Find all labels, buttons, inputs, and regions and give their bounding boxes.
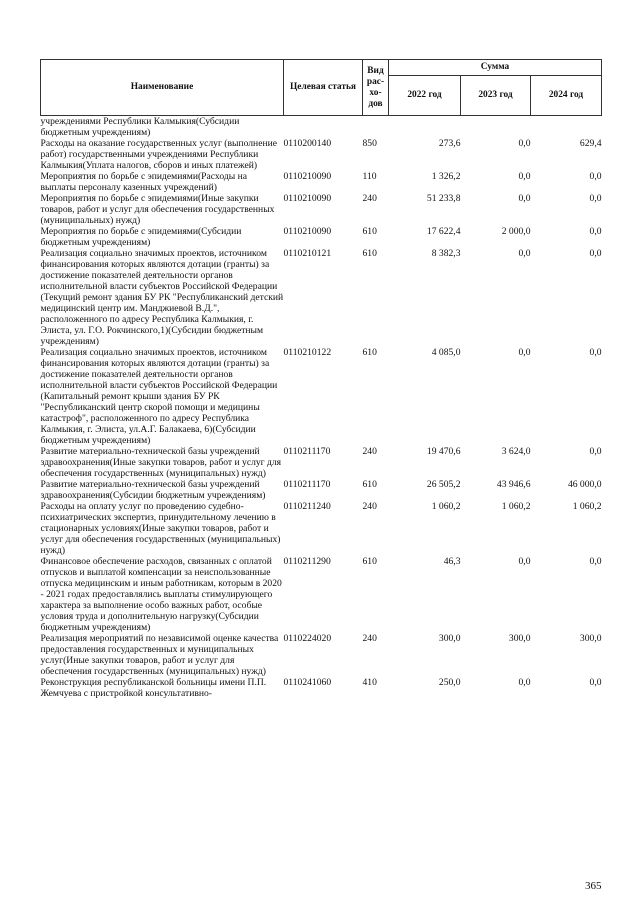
row-amount-2023: 0,0 [518, 677, 531, 688]
row-name: Развитие материально-технической базы учреждений здравоохранения(Иные закупки товаров, работ и услуг для обеспечения государственных (муниципальных) нужд) [40, 446, 282, 479]
row-amount-2022: 26 505,2 [426, 479, 461, 490]
row-amount-2024: 0,0 [589, 171, 602, 182]
row-amount-2023: 300,0 [508, 633, 531, 644]
row-expense-type [363, 116, 389, 139]
table-row [41, 193, 602, 226]
row-amount-2022: 1 060,2 [431, 501, 461, 512]
budget-table [40, 59, 602, 699]
row-expense-type: 240 [362, 633, 377, 644]
row-amount-2022: 8 382,3 [431, 248, 461, 259]
row-expense-type: 240 [362, 501, 377, 512]
row-amount-2022: 300,0 [438, 633, 461, 644]
row-amount-2024: 300,0 [579, 633, 602, 644]
page-number: 365 [585, 880, 602, 892]
row-amount-2022: 250,0 [438, 677, 461, 688]
table-row [41, 479, 602, 501]
table-row [41, 446, 602, 479]
row-amount-2023: 3 624,0 [501, 446, 531, 457]
table-row [41, 633, 602, 677]
row-expense-type: 610 [362, 248, 377, 259]
row-expense-type: 610 [362, 347, 377, 358]
row-name: Расходы на оплату услуг по проведению судебно-психиатрических экспертиз, принудительному лечению в стационарных условиях(Иные закупки товаров, работ и услуг для обеспечения государственных (муниципальных) нужд) [40, 501, 281, 556]
row-expense-type: 110 [362, 171, 377, 182]
row-amount-2023: 0,0 [518, 193, 531, 204]
row-amount-2023 [461, 116, 531, 139]
header-target-article: Целевая статья [284, 60, 363, 116]
row-amount-2023: 2 000,0 [501, 226, 531, 237]
table-row [41, 248, 602, 347]
row-expense-type: 610 [362, 479, 377, 490]
row-name: Реализация социально значимых проектов, источником финансирования которых являются дотации (гранты) за достижение показателей деятельности органов исполнительной власти субъектов Российской Федерации (Капитальный ремонт крыши здания БУ РК "Республиканский центр скорой помощи и медицины катастроф", расположенного по адресу Республика Калмыкия, г. Элиста, ул.А.Г. Балакаева, 6)(Субсидии бюджетным учреждениям) [40, 347, 278, 446]
row-target-article: 0110210090 [283, 171, 332, 182]
row-expense-type: 410 [362, 677, 377, 688]
row-amount-2022: 273,6 [438, 138, 461, 149]
row-expense-type: 240 [362, 193, 377, 204]
row-target-article: 0110210121 [283, 248, 332, 259]
table-row [41, 226, 602, 248]
row-target-article: 0110224020 [283, 633, 332, 644]
row-target-article: 0110200140 [283, 138, 332, 149]
row-name: Мероприятия по борьбе с эпидемиями(Иные закупки товаров, работ и услуг для обеспечения государственных (муниципальных) нужд) [40, 193, 275, 226]
row-expense-type: 610 [362, 556, 377, 567]
table-header [41, 60, 602, 116]
row-expense-type: 610 [362, 226, 377, 237]
row-amount-2022: 46,3 [443, 556, 461, 567]
row-name: Финансовое обеспечение расходов, связанных с оплатой отпусков и выплатой компенсации за неиспользованные отпуска медицинским и иным работникам, которым в 2020 - 2021 годах предоставлялись выплаты стимулирующего характера за выполнение особо важных работ, особые условия труда и дополнительную нагрузку(Субсидии бюджетным учреждениям) [40, 556, 282, 633]
row-name: Реконструкция республиканской больницы имени П.П. Жемчуева с пристройкой консультативно- [40, 677, 267, 699]
header-year-2023: 2023 год [461, 76, 531, 116]
row-name: Мероприятия по борьбе с эпидемиями(Субсидии бюджетным учреждениям) [40, 226, 242, 248]
row-amount-2024: 46 000,0 [567, 479, 602, 490]
row-amount-2024: 0,0 [589, 248, 602, 259]
row-target-article: 0110241060 [283, 677, 332, 688]
row-amount-2023: 0,0 [518, 347, 531, 358]
header-name: Наименование [41, 60, 284, 116]
row-name: Реализация социально значимых проектов, источником финансирования которых являются дотации (гранты) за достижение показателей деятельности органов исполнительной власти субъектов Российской Федерации (Текущий ремонт здания БУ РК "Республиканский детский медицинский центр им. Манджиевой В.Д.", расположенного по адресу Республика Калмыкия, г. Элиста, ул. Г.О. Рокчинского,1)(Субсидии бюджетным учреждениям) [40, 248, 284, 347]
row-amount-2024: 0,0 [589, 446, 602, 457]
row-amount-2022: 4 085,0 [431, 347, 461, 358]
row-amount-2023: 0,0 [518, 138, 531, 149]
row-target-article: 0110210122 [283, 347, 332, 358]
row-target-article: 0110211290 [283, 556, 331, 567]
row-amount-2022 [389, 116, 461, 139]
row-name: Развитие материально-технической базы учреждений здравоохранения(Субсидии бюджетным учреждениям) [40, 479, 266, 501]
row-target-article: 0110210090 [283, 193, 332, 204]
row-amount-2022: 1 326,2 [431, 171, 461, 182]
row-amount-2024 [531, 116, 602, 139]
table-row [41, 171, 602, 193]
row-amount-2024: 0,0 [589, 556, 602, 567]
row-target-article [284, 116, 363, 139]
header-year-2024: 2024 год [531, 76, 602, 116]
row-target-article: 0110210090 [283, 226, 332, 237]
row-amount-2023: 43 946,6 [496, 479, 531, 490]
row-target-article: 0110211240 [283, 501, 331, 512]
row-amount-2022: 19 470,6 [426, 446, 461, 457]
row-name: Реализация мероприятий по независимой оценке качества предоставления государственных и муниципальных услуг(Иные закупки товаров, работ и услуг для обеспечения государственных (муниципальных) нужд) [40, 633, 279, 677]
table-row [41, 501, 602, 556]
table-row [41, 677, 602, 699]
table-body [41, 116, 602, 700]
row-amount-2023: 1 060,2 [501, 501, 531, 512]
row-name: учреждениями Республики Калмыкия(Субсидии бюджетным учреждениям) [40, 116, 240, 138]
row-name: Мероприятия по борьбе с эпидемиями(Расходы на выплаты персоналу казенных учреждений) [40, 171, 247, 193]
row-amount-2022: 17 622,4 [426, 226, 461, 237]
row-amount-2024: 0,0 [589, 347, 602, 358]
row-name: Расходы на оказание государственных услуг (выполнение работ) государственными учреждениями Республики Калмыкия(Уплата налогов, сборов и иных платежей) [40, 138, 277, 171]
row-amount-2024: 0,0 [589, 193, 602, 204]
header-sum: Сумма [389, 60, 602, 76]
row-amount-2022: 51 233,8 [426, 193, 461, 204]
table-row [41, 138, 602, 171]
row-amount-2024: 0,0 [589, 677, 602, 688]
row-target-article: 0110211170 [283, 479, 331, 490]
table-row [41, 347, 602, 446]
table-row [41, 116, 602, 139]
header-expense-type: Вид рас-хо-дов [363, 60, 389, 116]
row-amount-2024: 1 060,2 [572, 501, 602, 512]
row-amount-2023: 0,0 [518, 171, 531, 182]
row-amount-2023: 0,0 [518, 556, 531, 567]
row-amount-2023: 0,0 [518, 248, 531, 259]
table-row [41, 556, 602, 633]
row-amount-2024: 629,4 [579, 138, 602, 149]
row-amount-2024: 0,0 [589, 226, 602, 237]
row-expense-type: 850 [362, 138, 377, 149]
header-year-2022: 2022 год [389, 76, 461, 116]
row-expense-type: 240 [362, 446, 377, 457]
row-target-article: 0110211170 [283, 446, 331, 457]
